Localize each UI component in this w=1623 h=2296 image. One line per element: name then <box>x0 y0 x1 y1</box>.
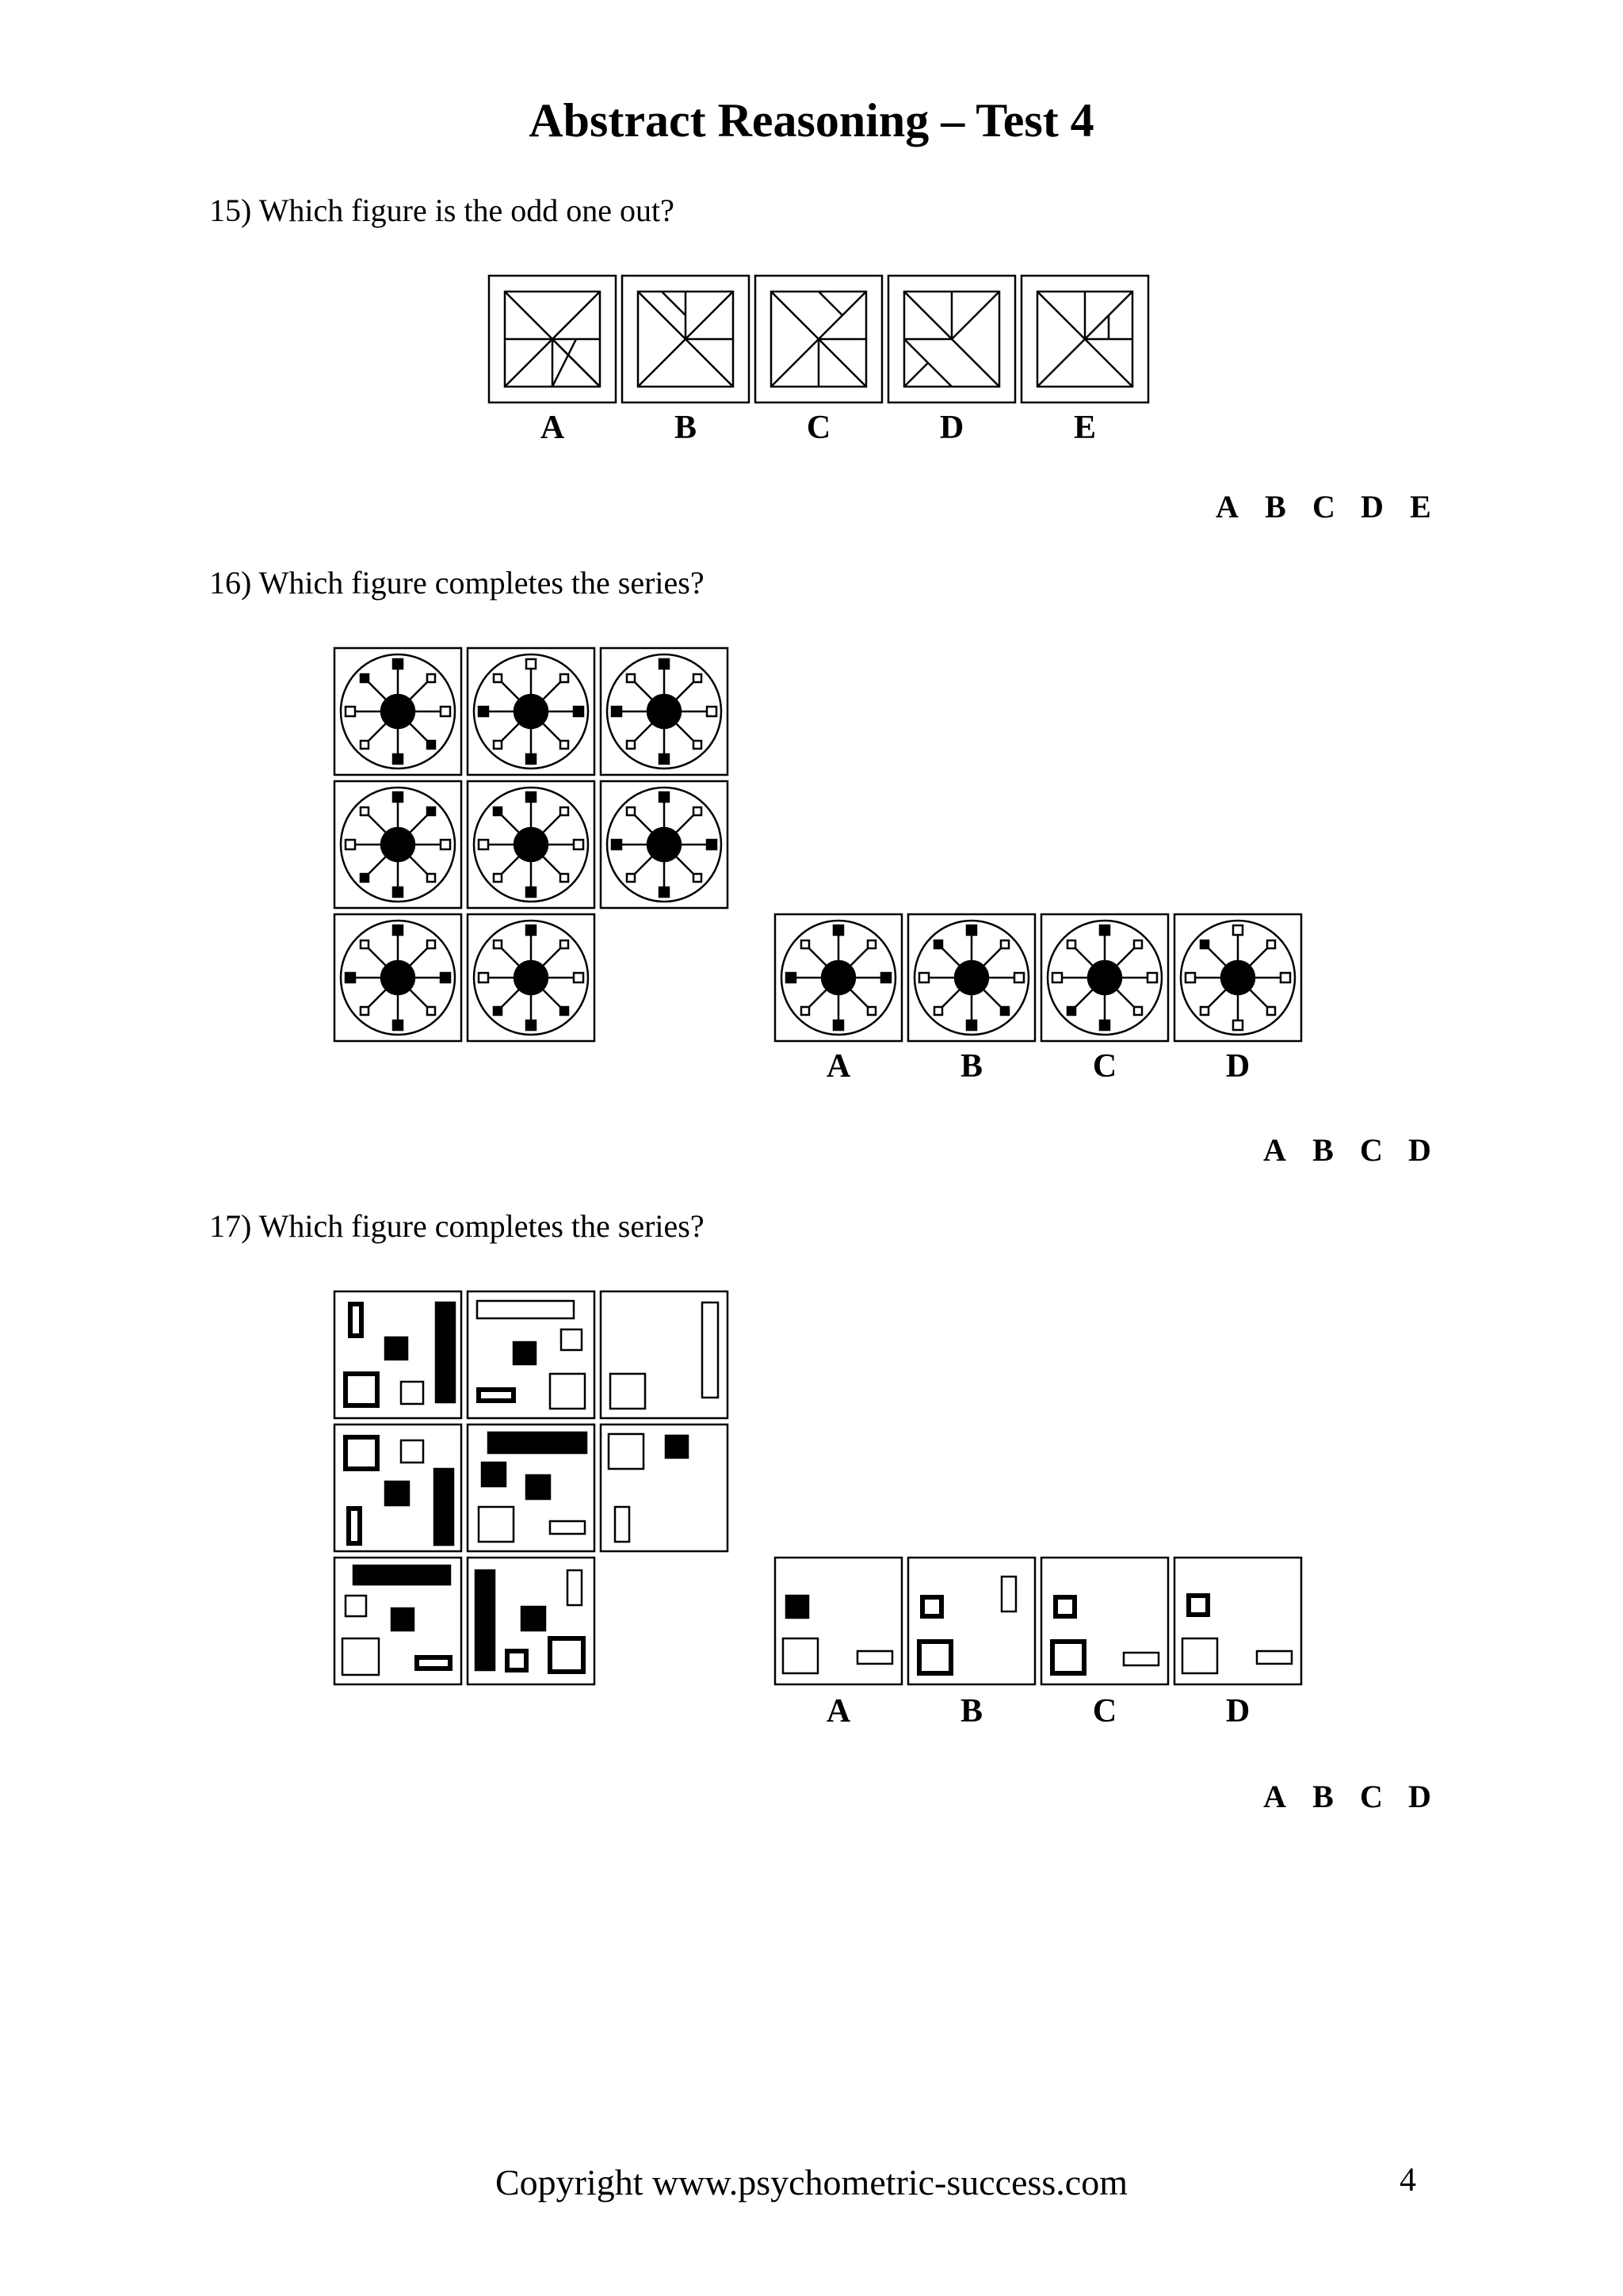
q15-label-a: A <box>540 410 565 446</box>
q17-cell-1-3 <box>601 1291 727 1418</box>
page-number: 4 <box>1400 2162 1416 2199</box>
q17-option-b <box>908 1558 1035 1684</box>
q16-option-a <box>775 914 902 1041</box>
q17-label-d: D <box>1225 1693 1251 1730</box>
question-17-text: 17) Which figure completes the series? <box>209 1208 705 1244</box>
q16-answer-c[interactable]: C <box>1360 1132 1383 1168</box>
q15-answer-d[interactable]: D <box>1361 489 1384 524</box>
q17-answer-d[interactable]: D <box>1408 1779 1431 1814</box>
q16-cell-3-1 <box>334 914 461 1041</box>
q17-option-d <box>1174 1558 1301 1684</box>
q15-figure-e <box>1022 276 1148 402</box>
q15-answer-c[interactable]: C <box>1312 489 1335 524</box>
q17-cell-1-1 <box>334 1291 461 1418</box>
q17-cell-3-2 <box>468 1558 594 1684</box>
q17-cell-2-3 <box>601 1425 727 1551</box>
q17-option-a <box>775 1558 902 1684</box>
question-16-text: 16) Which figure completes the series? <box>209 565 705 601</box>
q17-answer-a[interactable]: A <box>1263 1779 1286 1814</box>
question-15-text: 15) Which figure is the odd one out? <box>209 193 674 228</box>
q15-figure-d <box>888 276 1015 402</box>
q17-cell-1-2 <box>468 1291 594 1418</box>
q15-label-d: D <box>939 410 964 446</box>
q15-answer-options <box>1203 488 1445 525</box>
q16-cell-2-3 <box>601 781 727 908</box>
q17-label-a: A <box>826 1693 851 1730</box>
q16-label-b: B <box>960 1048 983 1085</box>
q16-answer-options <box>1251 1131 1444 1169</box>
q16-option-b <box>908 914 1035 1041</box>
q15-label-b: B <box>674 410 697 446</box>
q15-answer-a[interactable]: A <box>1216 489 1239 524</box>
page-title: Abstract Reasoning – Test 4 <box>529 94 1094 147</box>
q16-label-c: C <box>1092 1048 1117 1085</box>
q16-label-a: A <box>826 1048 851 1085</box>
q17-option-c <box>1041 1558 1168 1684</box>
q16-option-d <box>1174 914 1301 1041</box>
q16-answer-b[interactable]: B <box>1312 1132 1334 1168</box>
q15-answer-e[interactable]: E <box>1410 489 1431 524</box>
q17-cell-2-2 <box>468 1425 594 1551</box>
q15-label-e: E <box>1073 410 1096 446</box>
q15-answer-b[interactable]: B <box>1265 489 1286 524</box>
q17-label-b: B <box>960 1693 983 1730</box>
q17-answer-b[interactable]: B <box>1312 1779 1334 1814</box>
q16-answer-a[interactable]: A <box>1263 1132 1286 1168</box>
q15-figure-c <box>755 276 882 402</box>
q16-cell-2-2 <box>468 781 594 908</box>
q16-cell-3-2 <box>468 914 594 1041</box>
q17-answer-c[interactable]: C <box>1360 1779 1383 1814</box>
q16-cell-1-3 <box>601 648 727 775</box>
q17-label-c: C <box>1092 1693 1117 1730</box>
q15-figure-a <box>489 276 616 402</box>
q16-option-c <box>1041 914 1168 1041</box>
q17-answer-options <box>1251 1778 1444 1815</box>
q16-answer-d[interactable]: D <box>1408 1132 1431 1168</box>
copyright-footer: Copyright www.psychometric-success.com <box>495 2162 1128 2203</box>
q15-label-c: C <box>806 410 831 446</box>
q17-cell-2-1 <box>334 1425 461 1551</box>
q16-cell-2-1 <box>334 781 461 908</box>
q16-cell-1-1 <box>334 648 461 775</box>
q15-figure-b <box>622 276 749 402</box>
q16-cell-1-2 <box>468 648 594 775</box>
q16-label-d: D <box>1225 1048 1251 1085</box>
q17-cell-3-1 <box>334 1558 461 1684</box>
